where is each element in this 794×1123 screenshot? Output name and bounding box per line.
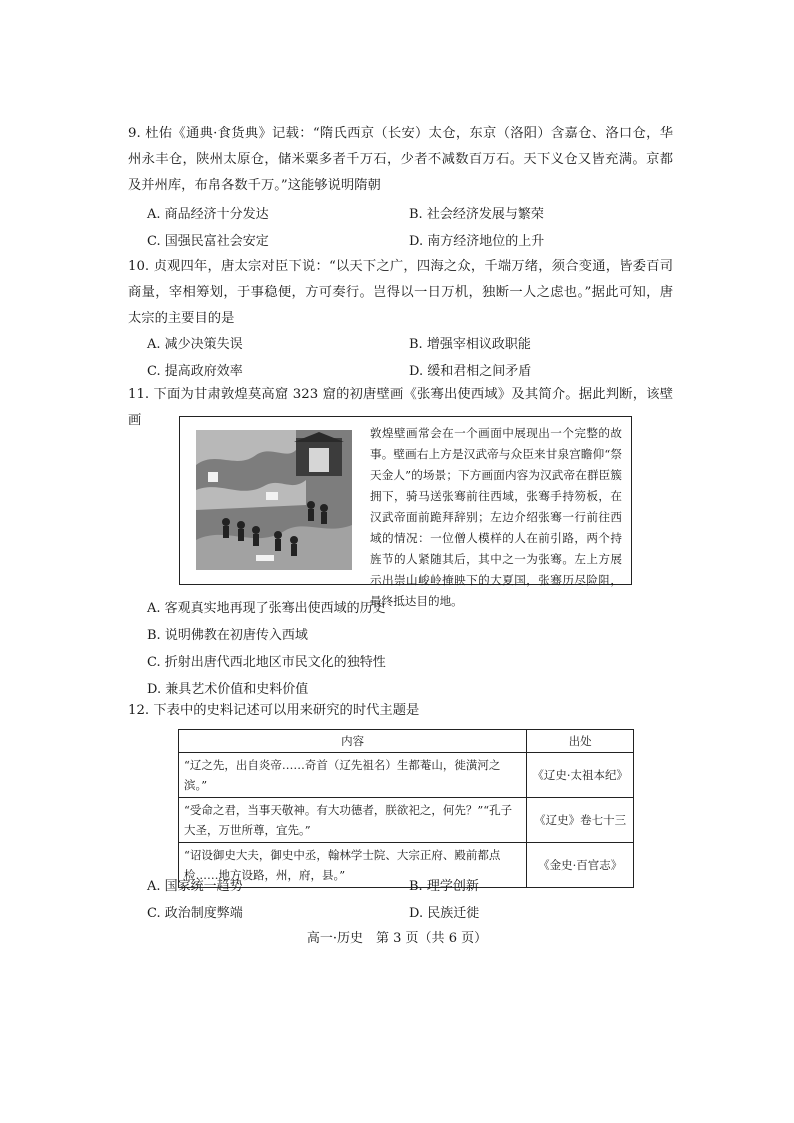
option-d: D. 缓和君相之间矛盾 [409, 364, 532, 379]
option-d: D. 民族迁徙 [409, 906, 480, 921]
option-d: D. 南方经济地位的上升 [409, 234, 545, 249]
option-a: A. 国家统一趋势 [147, 879, 243, 894]
question-11-stem: 11. 下面为甘肃敦煌莫高窟 323 窟的初唐壁画《张骞出使西域》及其简介。据此判断，该壁画 [128, 387, 673, 428]
question-10 [128, 254, 673, 332]
option-b: B. 说明佛教在初唐传入西域 [147, 628, 308, 643]
mural-image [196, 430, 352, 570]
option-a: A. 商品经济十分发达 [147, 207, 269, 222]
row-content: “受命之君，当事天敬神。有大功德者，朕欲祀之，何先？”“孔子大圣，万世所尊，宜先。” [179, 798, 527, 843]
option-a: A. 客观真实地再现了张骞出使西域的历史 [147, 601, 386, 616]
mural-introduction: 敦煌壁画常会在一个画面中展现出一个完整的故事。壁画右上方是汉武帝与众臣来甘泉宫瞻仰“祭天金人”的场景；下方画面内容为汉武帝在群臣簇拥下，骑马送张骞前往西域，张骞手持笏板，在汉武帝面前跪拜辞别；左边介绍张骞一行前往西域的情况：一位僧人模样的人在前引路，两个持旌节的人紧随其后，其中之一为张骞。左上方展示出崇山峻岭掩映下的大夏国，张骞历尽险阻，最终抵达目的地。 [370, 426, 622, 608]
row-source: 《辽史》卷七十三 [527, 798, 634, 843]
table-row [179, 753, 634, 798]
header-source: 出处 [527, 730, 634, 753]
row-source: 《辽史·太祖本纪》 [527, 753, 634, 798]
option-c: C. 提高政府效率 [147, 364, 243, 379]
option-c: C. 折射出唐代西北地区市民文化的独特性 [147, 655, 386, 670]
question-9 [128, 121, 673, 199]
row-source: 《金史·百官志》 [527, 843, 634, 888]
option-b: B. 增强宰相议政职能 [409, 337, 531, 352]
question-12-stem: 12. 下表中的史料记述可以用来研究的时代主题是 [128, 703, 420, 718]
mural-box [179, 416, 632, 608]
option-d: D. 兼具艺术价值和史料价值 [147, 682, 309, 697]
page-footer: 高一·历史 第 3 页（共 6 页） [306, 931, 488, 946]
option-a: A. 减少决策失误 [147, 337, 243, 352]
option-b: B. 理学创新 [409, 879, 479, 894]
table-header-row [179, 730, 634, 753]
table-row [179, 843, 634, 888]
table-row [179, 798, 634, 843]
question-9-stem: 9. 杜佑《通典·食货典》记载：“隋氏西京（长安）太仓，东京（洛阳）含嘉仓、洛口仓，华州永丰仓，陕州太原仓，储米粟多者千万石，少者不减数百万石。天下义仓又皆充满。京都及并州库，布帛各数千万。”这能够说明隋朝 [128, 126, 673, 193]
header-content: 内容 [179, 730, 527, 753]
row-content: “辽之先，出自炎帝……奇首（辽先祖名）生都菴山，徙潢河之滨。” [179, 753, 527, 798]
question-10-stem: 10. 贞观四年，唐太宗对臣下说：“以天下之广，四海之众，千端万绪，须合变通，皆委百司商量，宰相筹划，于事稳便，方可奏行。岂得以一日万机，独断一人之虑也。”据此可知，唐太宗的主要目的是 [128, 259, 673, 326]
option-c: C. 政治制度弊端 [147, 906, 243, 921]
option-b: B. 社会经济发展与繁荣 [409, 207, 544, 222]
question-12 [128, 698, 673, 724]
option-c: C. 国强民富社会安定 [147, 234, 269, 249]
row-content: “诏设御史大夫，御史中丞，翰林学士院、大宗正府、殿前都点检……地方设路，州，府，县。” [179, 843, 527, 888]
source-table [178, 729, 634, 888]
